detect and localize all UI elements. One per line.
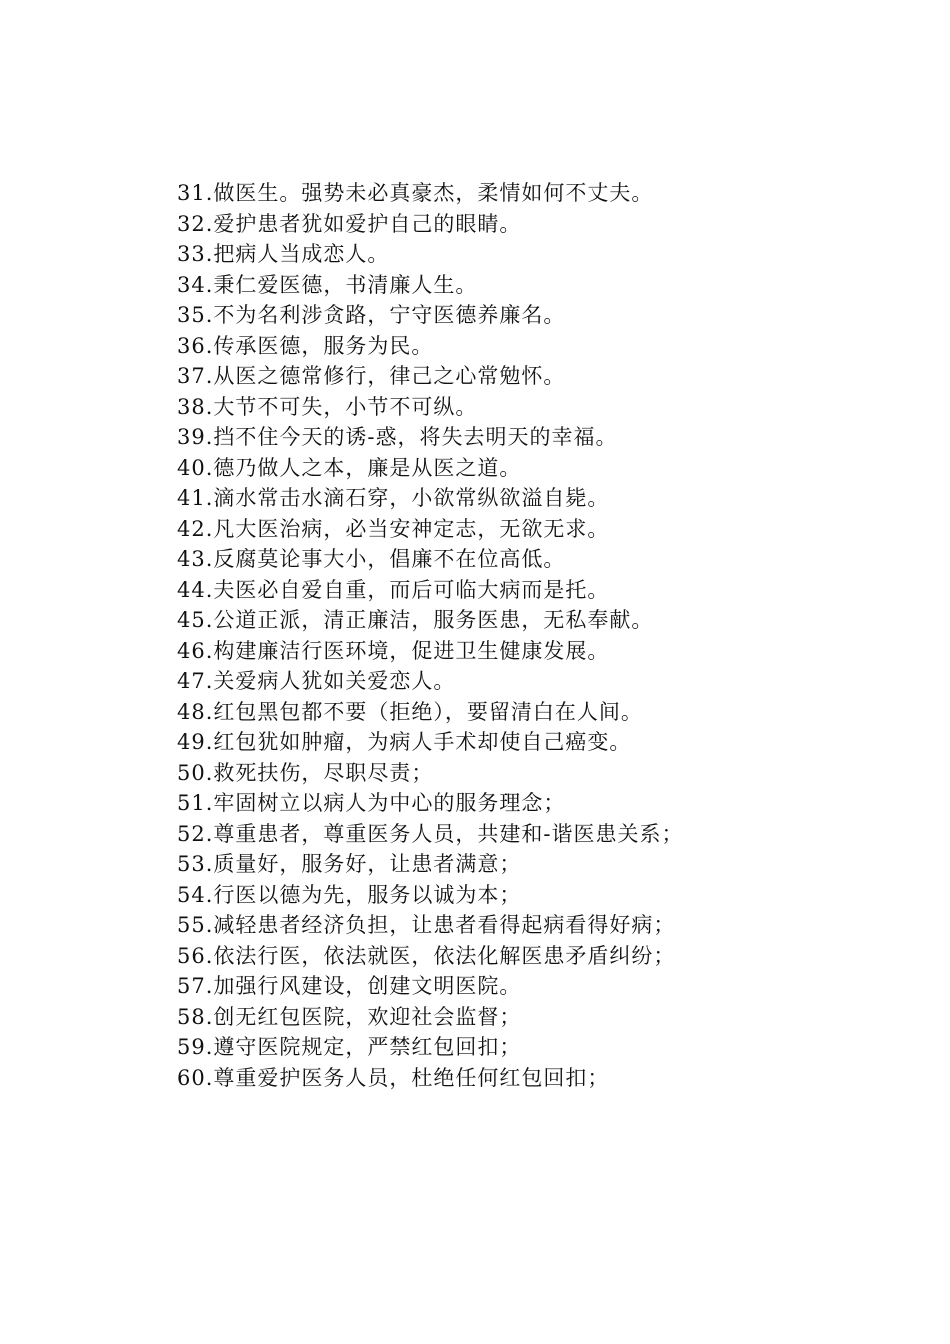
list-item: 56.依法行医，依法就医，依法化解医患矛盾纠纷； [177,943,676,968]
list-item: 32.爱护患者犹如爱护自己的眼睛。 [177,211,522,236]
list-item: 44.夫医必自爱自重，而后可临大病而是托。 [177,577,610,602]
slogan-list [177,178,684,1093]
list-item: 42.凡大医治病，必当安神定志，无欲无求。 [177,516,610,541]
list-item: 33.把病人当成恋人。 [177,242,390,266]
list-item: 37.从医之德常修行，律己之心常勉怀。 [177,364,566,388]
list-item: 45.公道正派，清正廉洁，服务医患，无私奉献。 [177,608,654,632]
list-item: 53.质量好，服务好，让患者满意； [177,852,522,876]
list-item: 54.行医以德为先，服务以诚为本； [177,882,522,907]
list-item: 35.不为名利涉贪路，宁守医德养廉名。 [177,303,566,327]
list-item: 48.红包黑包都不要（拒绝），要留清白在人间。 [177,699,643,724]
list-item: 58.创无红包医院，欢迎社会监督； [177,1004,522,1029]
list-item: 51.牢固树立以病人为中心的服务理念； [177,791,566,815]
list-item: 57.加强行风建设，创建文明医院。 [177,974,522,998]
list-item: 50.救死扶伤，尽职尽责； [177,760,434,785]
list-item: 43.反腐莫论事大小，倡廉不在位高低。 [177,547,566,571]
list-item: 55.减轻患者经济负担，让患者看得起病看得好病； [177,913,676,937]
list-item: 40.德乃做人之本，廉是从医之道。 [177,455,522,480]
list-item: 46.构建廉洁行医环境，促进卫生健康发展。 [177,638,610,663]
list-item: 36.传承医德，服务为民。 [177,333,434,358]
list-item: 59.遵守医院规定，严禁红包回扣； [177,1035,522,1059]
list-item: 41.滴水常击水滴石穿，小欲常纵欲溢自毙。 [177,486,610,510]
list-item: 31.做医生。强势未必真豪杰，柔情如何不丈夫。 [177,181,654,205]
list-item: 52.尊重患者，尊重医务人员，共建和-谐医患关系； [177,821,684,846]
list-item: 47.关爱病人犹如关爱恋人。 [177,669,456,693]
list-item: 39.挡不住今天的诱-惑，将失去明天的幸福。 [177,425,618,449]
list-item: 34.秉仁爱医德，书清廉人生。 [177,272,478,297]
list-item: 60.尊重爱护医务人员，杜绝任何红包回扣； [177,1065,610,1090]
list-item: 38.大节不可失，小节不可纵。 [177,394,478,419]
list-item: 49.红包犹如肿瘤，为病人手术却使自己癌变。 [177,730,632,754]
